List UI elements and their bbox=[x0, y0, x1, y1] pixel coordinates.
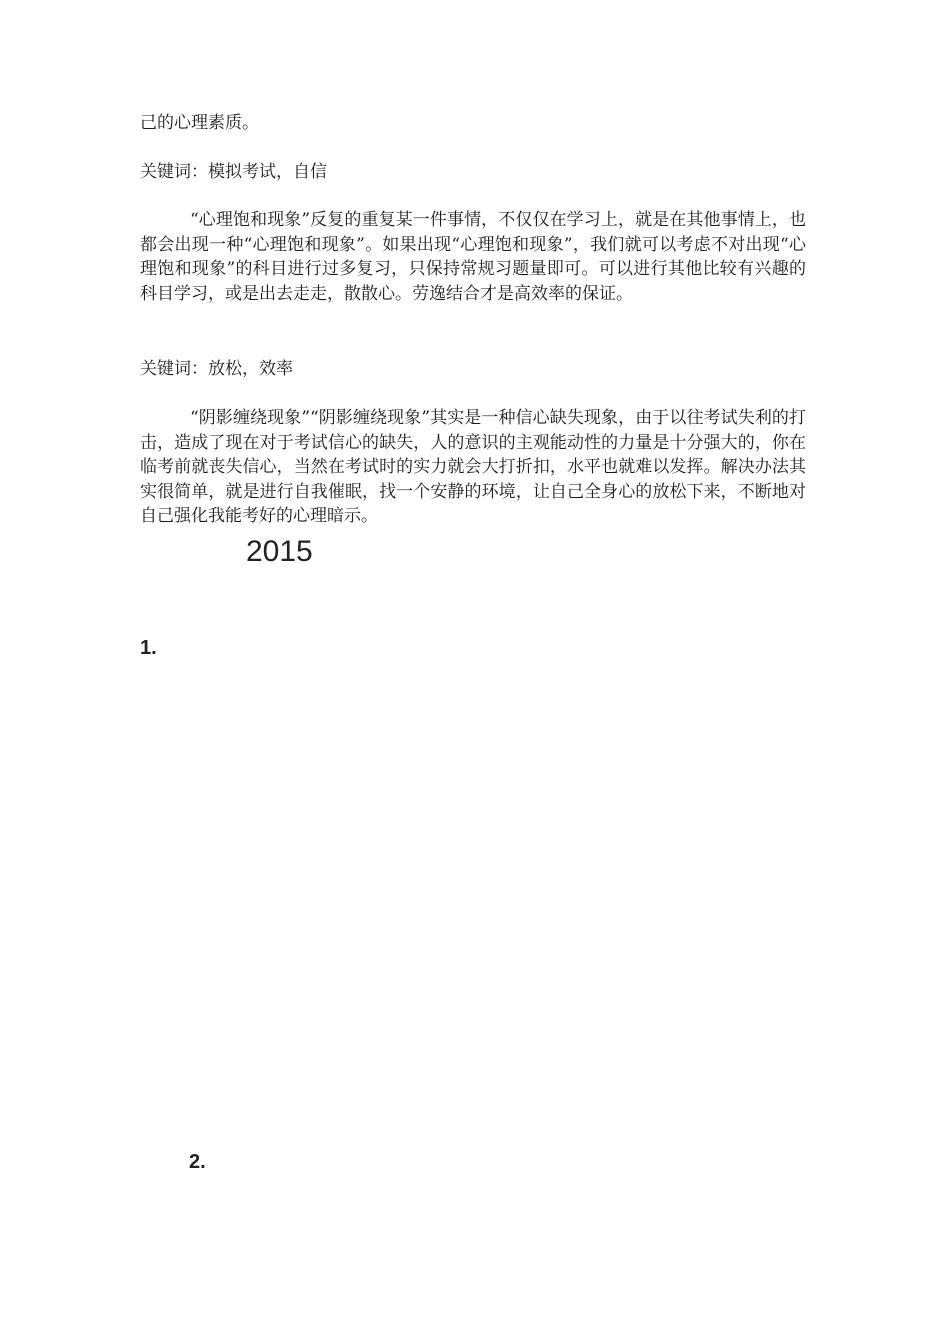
keywords-line-2: 关键词：放松，效率 bbox=[140, 359, 293, 379]
paragraph-shadow-phenomenon: “阴影缠绕现象”“阴影缠绕现象”其实是一种信心缺失现象，由于以往考试失利的打击，造成了现在对于考试信心的缺失，人的意识的主观能动性的力量是十分强大的，你在临考前就丧失信心，当然在考试时的实力就会大打折扣，水平也就难以发挥。解决办法其实很简单，就是进行自我催眠，找一个安静的环境，让自己全身心的放松下来，不断地对自己强化我能考好的心理暗示。 bbox=[140, 408, 806, 527]
keywords-line-1: 关键词：模拟考试，自信 bbox=[140, 162, 327, 182]
paragraph-psychological-saturation: “心理饱和现象”反复的重复某一件事情，不仅仅在学习上，就是在其他事情上，也都会出现一种“心理饱和现象”。如果出现“心理饱和现象”，我们就可以考虑不对出现“心理饱和现象”的科目进行过多复习，只保持常规习题量即可。可以进行其他比较有兴趣的科目学习，或是出去走走，散散心。劳逸结合才是高效率的保证。 bbox=[140, 210, 806, 304]
opening-line: 己的心理素质。 bbox=[140, 113, 259, 133]
list-number-2: 2. bbox=[189, 1151, 206, 1173]
list-number-1: 1. bbox=[140, 637, 157, 659]
year-heading: 2015 bbox=[246, 535, 313, 568]
